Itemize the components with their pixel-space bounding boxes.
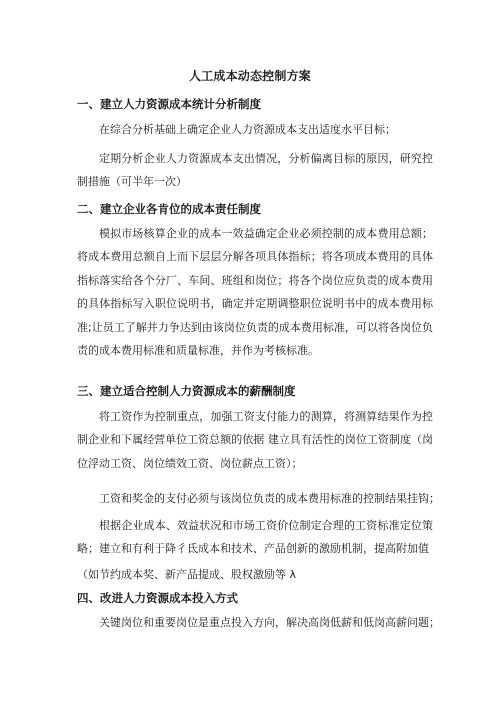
section-heading-2: 二、建立企业各肯位的成本责任制度 — [77, 202, 261, 216]
section-1-paragraph-1: 在综合分析基础上确定企业人力资源成本支出适度水平目标； — [99, 123, 396, 136]
section-3-paragraph-3: 根据企业成本、效益状况和市场工资价位制定合理的工资标准定位策略；建立和有利于降彳氐成本和技术、产品创新的激励机制，提高附加值 — [77, 519, 433, 556]
section-3-paragraph-2: 工资和奖金的支付必须与该岗位负责的成本费用标准的控制结果挂钩； — [99, 492, 440, 505]
section-3-paragraph-4: （如节约成本奖、新产品提成、股权激励等 λ — [77, 568, 297, 581]
document-title: 人工成本动态控制方案 — [188, 69, 311, 83]
section-heading-1: 一、建立人力资源成本统计分析制度 — [77, 97, 261, 111]
section-1-paragraph-2: 定期分析企业人力资源成本支出情况，分析偏离目标的原因，研究控制措施（可半年一次） — [77, 152, 433, 189]
section-4-paragraph-1: 关键岗位和重要岗位是重点投入方向，解决高岗低薪和低岗高薪问题； — [99, 616, 440, 629]
section-heading-3: 三、建立适合控制人力资源成本的薪酬制度 — [77, 384, 296, 398]
section-2-paragraph-1: 模拟市场核算企业的成本一效益确定企业必须控制的成本费用总额；将成本费用总额自上而下层层分解各项具体指标；将各项成本费用的具体指标落实给各个分厂、车间、班组和岗位；将各个岗位应负责的成本费用的具体指标写入职位说明书，确定并定期调整职位说明书中的成本费用标准;让员工了解并力争达到由该岗位负责的成本费用标准，可以将各岗位负责的成本费用标准和质量标准，并作为考核标准。 — [77, 227, 433, 358]
section-3-paragraph-1: 将工资作为控制重点，加强工资支付能力的测算，将测算结果作为控制企业和下属经营单位工资总额的依据 建立具有活性的岗位工资制度（岗位浮动工资、岗位绩效工资、岗位薪点工资）； — [77, 410, 433, 470]
section-heading-4: 四、改进人力资源成本投入方式 — [77, 591, 238, 605]
